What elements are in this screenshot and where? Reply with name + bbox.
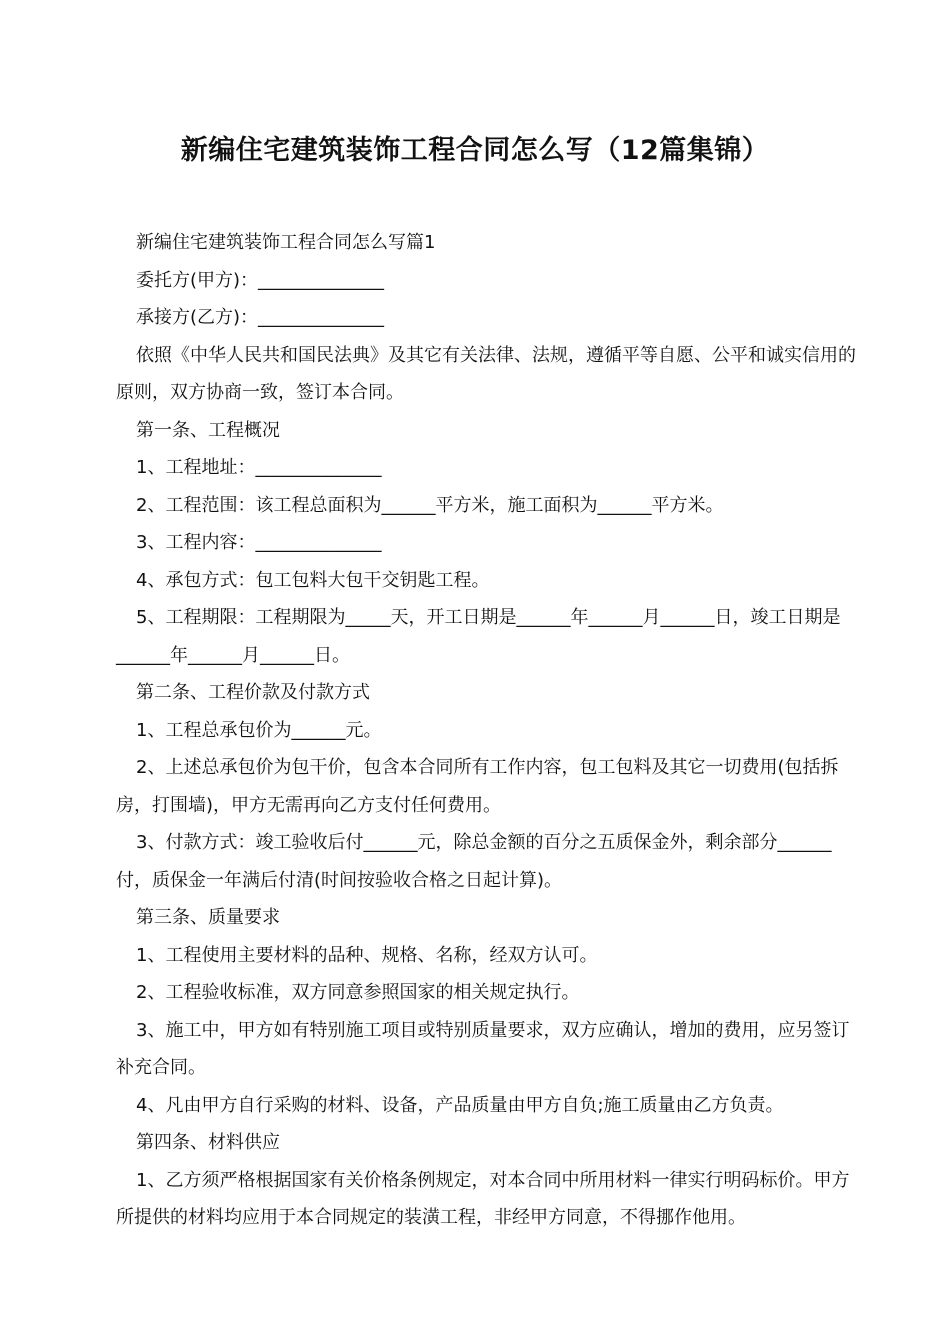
- party-a-line: 委托方(甲方)：______________: [136, 269, 385, 291]
- clause-paragraph: 5、工程期限：工程期限为_____天，开工日期是______年______月______日，竣工日期是______年______月______日。: [116, 607, 841, 666]
- article-heading: 第三条、质量要求: [136, 907, 280, 928]
- clause-paragraph: 4、承包方式：包工包料大包干交钥匙工程。: [136, 569, 490, 591]
- clause-paragraph: 3、工程内容：______________: [136, 532, 382, 553]
- clause-paragraph: 2、工程验收标准，双方同意参照国家的相关规定执行。: [136, 982, 580, 1003]
- clause-paragraph: 3、施工中，甲方如有特别施工项目或特别质量要求，双方应确认，增加的费用，应另签订补充合同。: [116, 1019, 850, 1078]
- clause-paragraph: 4、凡由甲方自行采购的材料、设备，产品质量由甲方自负;施工质量由乙方负责。: [136, 1094, 784, 1116]
- section-heading: 新编住宅建筑装饰工程合同怎么写篇1: [136, 232, 436, 253]
- clause-paragraph: 2、工程范围：该工程总面积为______平方米，施工面积为______平方米。: [136, 494, 724, 516]
- party-b-line: 承接方(乙方)：______________: [136, 307, 385, 328]
- article-heading: 第四条、材料供应: [136, 1132, 280, 1153]
- clause-paragraph: 1、工程使用主要材料的品种、规格、名称，经双方认可。: [136, 944, 598, 966]
- clause-paragraph: 1、工程地址：______________: [136, 457, 382, 478]
- document-body: [116, 224, 856, 1237]
- clause-paragraph: 3、付款方式：竣工验收后付______元，除总金额的百分之五质保金外，剩余部分______付，质保金一年满后付清(时间按验收合格之日起计算)。: [116, 832, 832, 891]
- article-heading: 第一条、工程概况: [136, 419, 280, 441]
- article-heading: 第二条、工程价款及付款方式: [136, 682, 370, 703]
- document-title: 新编住宅建筑装饰工程合同怎么写（12篇集锦）: [180, 135, 770, 166]
- clause-paragraph: 1、乙方须严格根据国家有关价格条例规定，对本合同中所用材料一律实行明码标价。甲方所提供的材料均应用于本合同规定的装潢工程，非经甲方同意，不得挪作他用。: [116, 1169, 850, 1228]
- clause-paragraph: 2、上述总承包价为包干价，包含本合同所有工作内容，包工包料及其它一切费用(包括拆房，打围墙)，甲方无需再向乙方支付任何费用。: [116, 757, 839, 816]
- preamble-paragraph: 依照《中华人民共和国民法典》及其它有关法律、法规，遵循平等自愿、公平和诚实信用的原则，双方协商一致，签订本合同。: [116, 344, 856, 403]
- clause-paragraph: 1、工程总承包价为______元。: [136, 719, 382, 741]
